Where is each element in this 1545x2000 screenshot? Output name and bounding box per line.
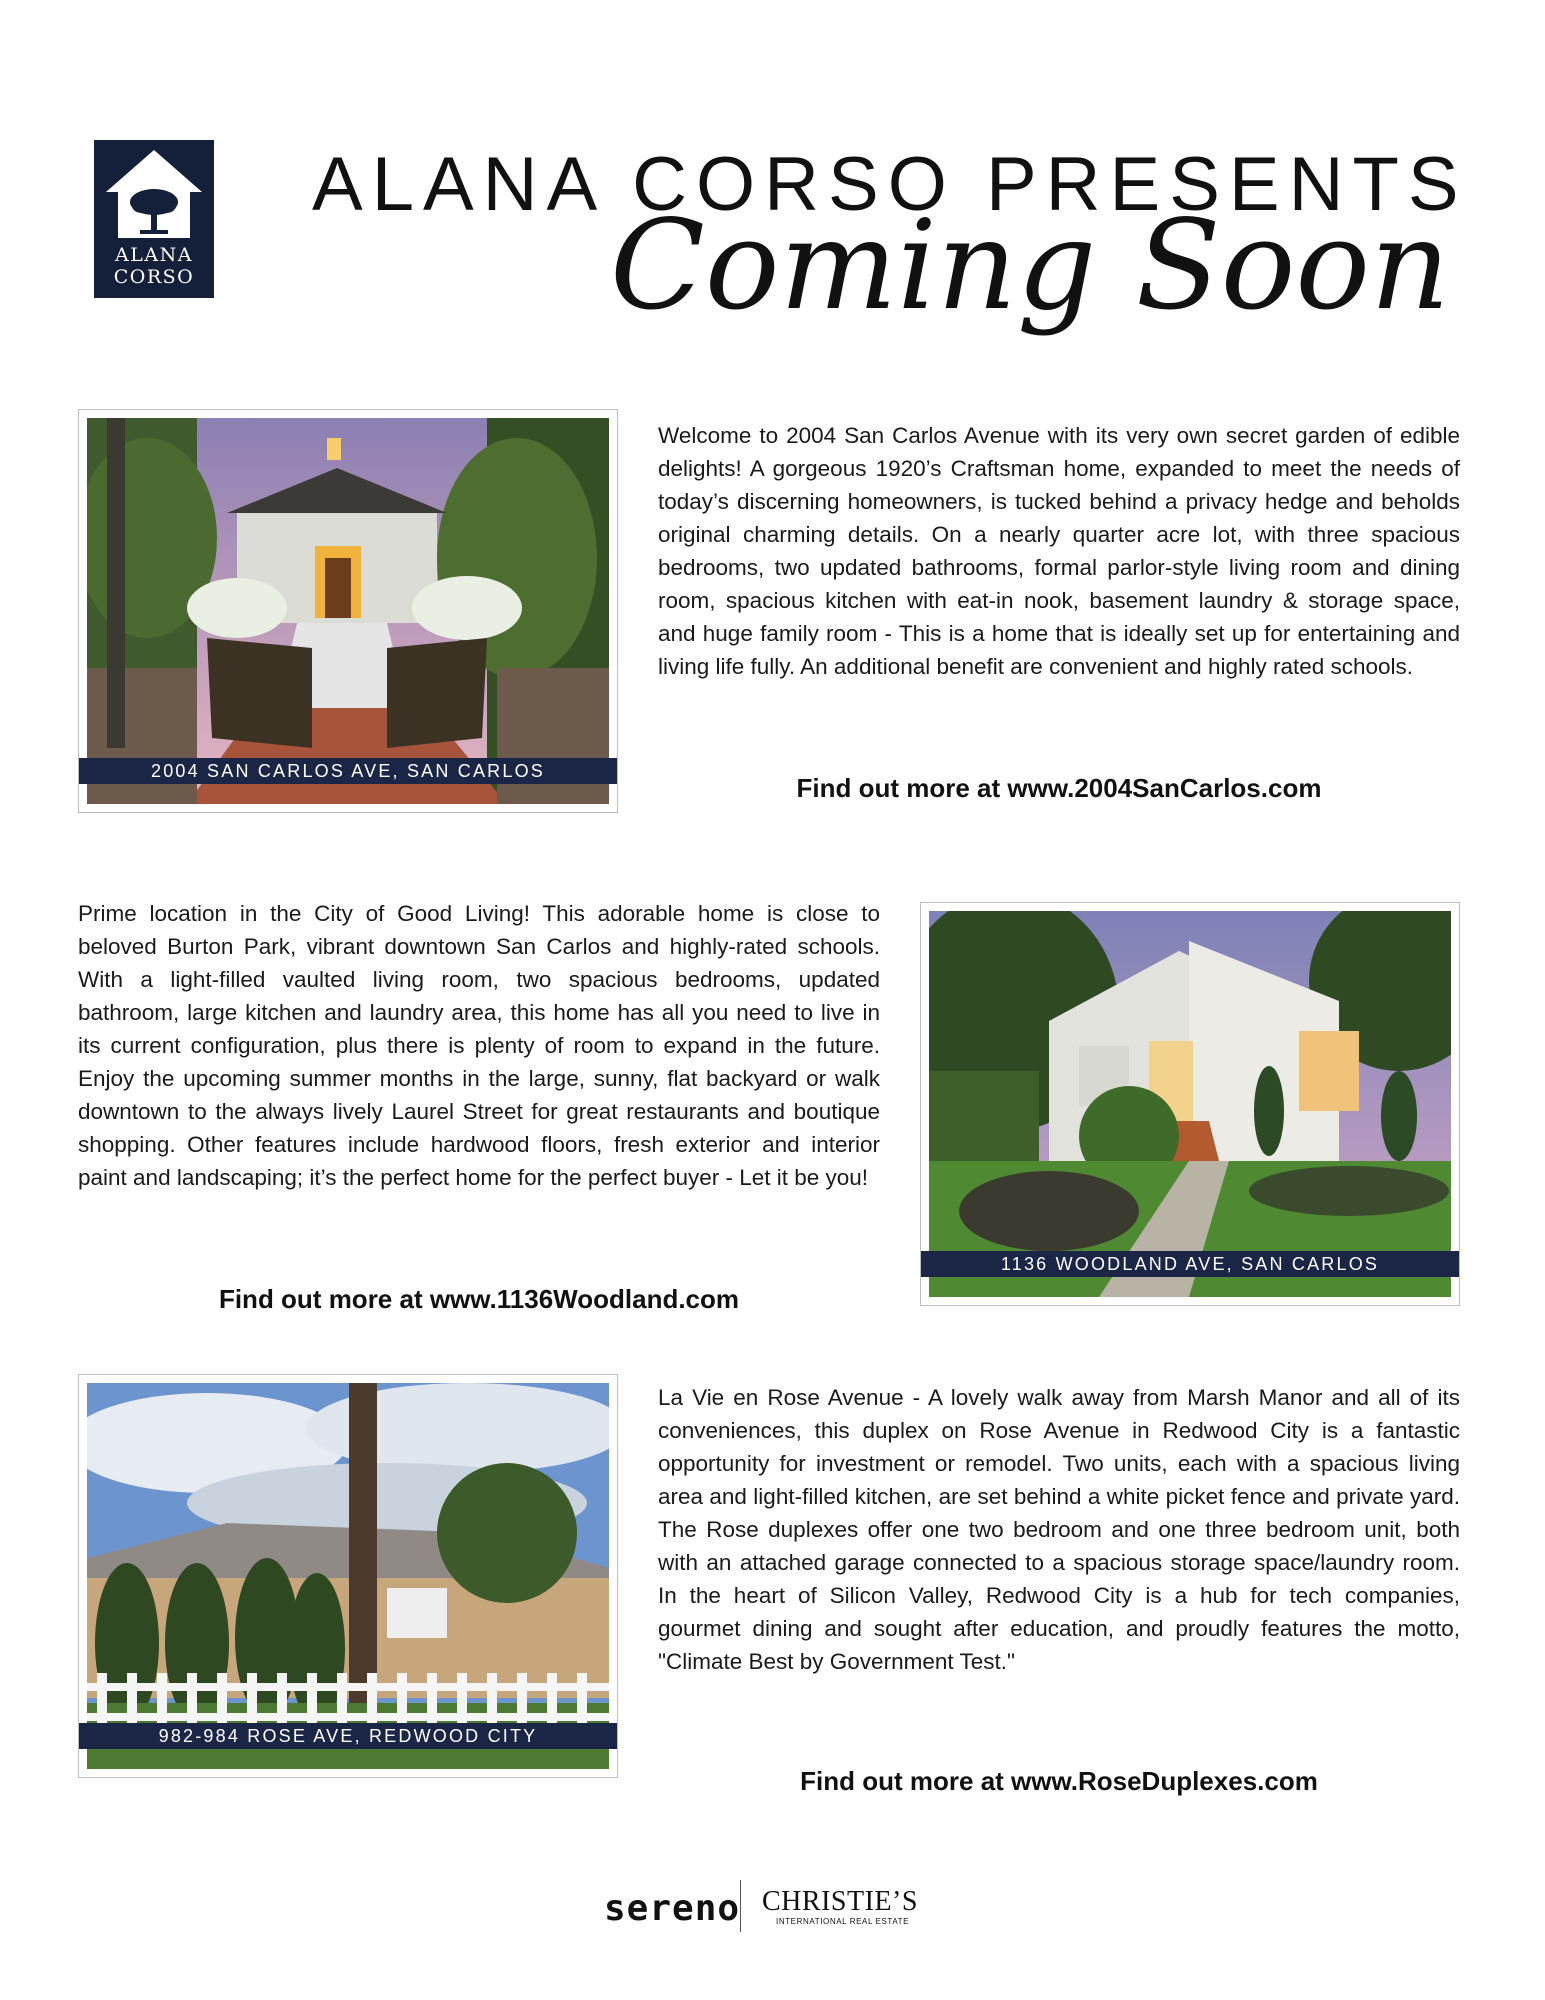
- duplex-picket-fence-photo: [87, 1383, 609, 1769]
- coming-soon-text: Coming Soon: [610, 194, 1450, 338]
- listing-caption-3: 982-984 ROSE AVE, REDWOOD CITY: [79, 1723, 617, 1749]
- logo-text-line1: ALANA: [115, 244, 193, 266]
- listing-link-1[interactable]: Find out more at www.2004SanCarlos.com: [796, 773, 1322, 803]
- christies-logo-subtitle: INTERNATIONAL REAL ESTATE: [776, 1917, 910, 1926]
- listing-photo-2: [920, 902, 1460, 1306]
- listing-description-1: Welcome to 2004 San Carlos Avenue with its very own secret garden of edible delights! A gorgeous 1920’s Craftsman home, expanded to meet the needs of today’s discerning homeowners, is tucked behind a privacy hedge and beholds original charming details. On a nearly quarter acre lot, with three spacious bedrooms, two updated bathrooms, formal parlor-style living room and dining room, spacious kitchen with eat-in nook, basement laundry & storage space, and huge family room - This is a home that is ideally set up for entertaining and living life fully. An additional benefit are convenient and highly rated schools.: [658, 423, 1460, 679]
- logo-text-line2: CORSO: [113, 266, 195, 288]
- page-title: ALANA CORSO PRESENTS: [312, 142, 1468, 227]
- alana-corso-logo: [94, 140, 214, 298]
- christies-logo: CHRISTIE’S: [762, 1886, 918, 1917]
- white-cottage-photo: [929, 911, 1451, 1297]
- listing-photo-3: [78, 1374, 618, 1778]
- coming-soon-script-title: [600, 190, 1480, 440]
- footer-divider: [740, 1880, 741, 1932]
- listing-description-2: Prime location in the City of Good Living! This adorable home is close to beloved Burton Park, vibrant downtown San Carlos and highly-rated schools. With a light-filled vaulted living room, two spacious bedrooms, updated bathroom, large kitchen and laundry area, this home has all you need to live in its current configuration, plus there is plenty of room to expand in the future. Enjoy the upcoming summer months in the large, sunny, flat backyard or walk downtown to the always lively Laurel Street for great restaurants and boutique shopping. Other features include hardwood floors, fresh exterior and interior paint and landscaping; it’s the perfect home for the perfect buyer - Let it be you!: [78, 901, 880, 1190]
- listing-caption-2: 1136 WOODLAND AVE, SAN CARLOS: [921, 1251, 1459, 1277]
- craftsman-house-photo: [87, 418, 609, 804]
- listing-link-3[interactable]: Find out more at www.RoseDuplexes.com: [800, 1766, 1318, 1796]
- listing-caption-1: 2004 SAN CARLOS AVE, SAN CARLOS: [79, 758, 617, 784]
- listing-link-2[interactable]: Find out more at www.1136Woodland.com: [218, 1284, 740, 1314]
- sereno-logo: sereno: [604, 1888, 741, 1929]
- listing-description-3: La Vie en Rose Avenue - A lovely walk away from Marsh Manor and all of its conveniences, this duplex on Rose Avenue in Redwood City is a fantastic opportunity for investment or remodel. Two units, each with a spacious living area and light-filled kitchen, are set behind a white picket fence and private yard. The Rose duplexes offer one two bedroom and one three bedroom unit, both with an attached garage connected to a spacious storage space/laundry room. In the heart of Silicon Valley, Redwood City is a hub for tech companies, gourmet dining and sought after education, and proudly features the motto, "Climate Best by Government Test.": [658, 1385, 1460, 1674]
- listing-photo-1: [78, 409, 618, 813]
